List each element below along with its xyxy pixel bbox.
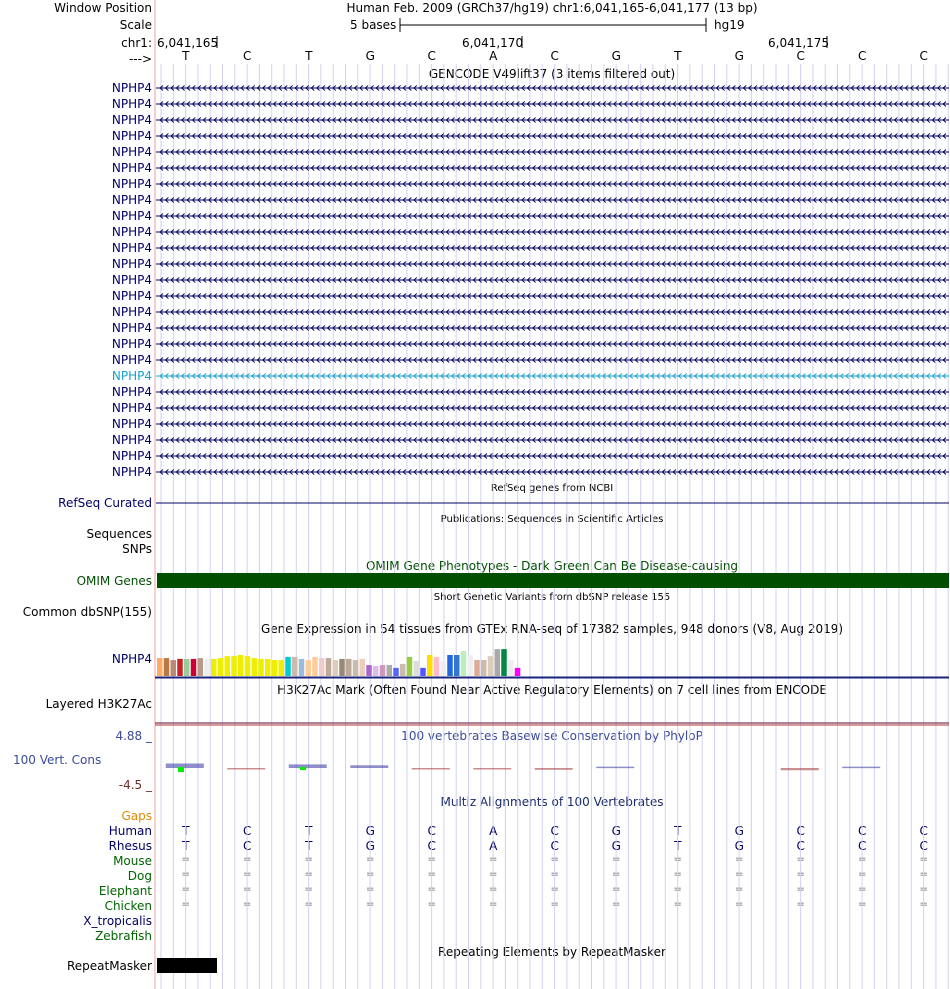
multiz-base: = <box>673 899 682 910</box>
multiz-base: = <box>796 899 805 910</box>
gencode-transcript-line <box>156 214 949 219</box>
multiz-base: C <box>243 839 252 853</box>
transcript-strand-arrows <box>160 326 946 331</box>
conservation-bar <box>535 768 573 770</box>
gtex-tissue-bar <box>245 656 251 676</box>
conservation-highlight <box>300 767 306 770</box>
multiz-base: G <box>734 824 744 838</box>
multiz-base: = <box>673 884 682 895</box>
gtex-tissue-bar <box>258 659 264 676</box>
transcript-strand-arrows <box>160 262 946 267</box>
gencode-transcript-label[interactable]: NPHP4 <box>111 257 152 271</box>
multiz-base: = <box>919 899 928 910</box>
gtex-tissue-bar <box>508 660 514 676</box>
gencode-transcript-line <box>156 294 949 299</box>
ruler-base: C <box>427 49 436 63</box>
gencode-transcript-label[interactable]: NPHP4 <box>111 465 152 479</box>
multiz-base: = <box>304 899 313 910</box>
transcript-strand-arrows <box>160 422 946 427</box>
gencode-transcript-line <box>156 358 949 363</box>
multiz-species-label[interactable]: Mouse <box>113 854 152 868</box>
gtex-tissue-bar <box>387 665 393 676</box>
gtex-tissue-bar <box>312 657 318 676</box>
gtex-tissue-bar <box>265 659 271 676</box>
multiz-base: = <box>735 899 744 910</box>
gtex-tissue-bar <box>211 659 217 676</box>
ruler-coordinate: 6,041,175 <box>768 36 830 50</box>
ruler-base: T <box>305 49 313 63</box>
gtex-tissue-bar <box>292 657 298 676</box>
multiz-base: = <box>858 869 867 880</box>
h3k27ac-track-title: H3K27Ac Mark (Often Found Near Active Regulatory Elements) on 7 cell lines from ENCODE <box>277 683 827 697</box>
ruler-base: G <box>734 49 744 63</box>
multiz-base: = <box>489 884 498 895</box>
multiz-base: = <box>243 854 252 865</box>
gencode-transcript-label[interactable]: NPHP4 <box>111 129 152 143</box>
multiz-base: = <box>858 854 867 865</box>
gtex-tissue-bar <box>333 660 339 676</box>
publications-snps-label[interactable]: SNPs <box>122 542 152 556</box>
gaps-label[interactable]: Gaps <box>121 809 152 823</box>
gtex-tissue-bar <box>427 655 433 676</box>
window-position-text: Human Feb. 2009 (GRCh37/hg19) chr1:6,041,165-6,041,177 (13 bp) <box>346 1 758 15</box>
gencode-transcript-label[interactable]: NPHP4 <box>111 449 152 463</box>
multiz-base: T <box>305 839 313 853</box>
gencode-transcript-line <box>156 182 949 187</box>
multiz-base: A <box>489 839 498 853</box>
gtex-tissue-bar <box>481 660 487 676</box>
ruler-base: T <box>674 49 682 63</box>
conservation-bar <box>473 768 511 770</box>
gencode-transcript-line <box>156 102 949 107</box>
multiz-base: C <box>919 839 928 853</box>
multiz-base: = <box>181 869 190 880</box>
gtex-tissue-bar <box>515 668 521 676</box>
gencode-transcript-line <box>156 198 949 203</box>
gtex-tissue-bar <box>420 668 426 676</box>
transcript-strand-arrows <box>160 150 946 155</box>
ruler-base: C <box>858 49 867 63</box>
multiz-base: = <box>735 854 744 865</box>
gencode-transcript-label[interactable]: NPHP4 <box>111 385 152 399</box>
conservation-bar <box>166 764 204 769</box>
multiz-base: G <box>365 824 375 838</box>
multiz-species-label[interactable]: Elephant <box>98 884 152 898</box>
multiz-species-label[interactable]: Dog <box>127 869 152 883</box>
multiz-base: = <box>243 899 252 910</box>
multiz-base: = <box>858 884 867 895</box>
multiz-base: = <box>919 884 928 895</box>
repeatmasker-track-title: Repeating Elements by RepeatMasker <box>438 945 666 959</box>
gencode-transcript-label[interactable]: NPHP4 <box>111 177 152 191</box>
conservation-bar <box>781 768 819 770</box>
gtex-tissue-bar <box>279 660 285 676</box>
multiz-base: C <box>243 824 252 838</box>
multiz-species-label[interactable]: X_tropicalis <box>83 914 152 928</box>
gtex-tissue-bar <box>400 664 406 676</box>
transcript-strand-arrows <box>160 470 946 475</box>
gencode-transcript-line <box>156 454 949 459</box>
multiz-base: = <box>550 869 559 880</box>
conservation-min-label: -4.5 _ <box>118 778 152 792</box>
gencode-transcript-line <box>156 166 949 171</box>
gtex-tissue-bar <box>306 660 312 676</box>
gencode-transcript-label[interactable]: NPHP4 <box>111 305 152 319</box>
gtex-tissue-bar <box>272 660 278 676</box>
transcript-strand-arrows <box>160 294 946 299</box>
strand-label: ---> <box>128 52 152 66</box>
gencode-transcript-label[interactable]: NPHP4 <box>111 353 152 367</box>
gencode-transcript-line <box>156 118 949 123</box>
gtex-tissue-bar <box>474 660 480 676</box>
h3k27ac-label[interactable]: Layered H3K27Ac <box>45 697 152 711</box>
gtex-track-title: Gene Expression in 54 tissues from GTEx RNA-seq of 17382 samples, 948 donors (V8, Aug 2019) <box>260 622 844 636</box>
gencode-transcript-line <box>156 134 949 139</box>
multiz-base: T <box>674 824 682 838</box>
conservation-bar <box>412 768 450 770</box>
multiz-base: = <box>304 854 313 865</box>
omim-gene-bar <box>157 573 949 588</box>
gtex-tissue-bar <box>380 665 386 676</box>
multiz-base: = <box>673 854 682 865</box>
multiz-base: = <box>304 884 313 895</box>
ruler-base: C <box>919 49 928 63</box>
omim-track-title: OMIM Gene Phenotypes - Dark Green Can Be Disease-causing <box>365 559 739 573</box>
gencode-transcript-line <box>156 230 949 235</box>
ruler-base: A <box>489 49 498 63</box>
gtex-tissue-bar <box>184 659 190 676</box>
ruler-base: G <box>611 49 621 63</box>
gtex-tissue-bar <box>346 659 352 676</box>
refseq-track-title: RefSeq genes from NCBI <box>490 483 614 494</box>
multiz-base: = <box>243 869 252 880</box>
ruler-base: C <box>550 49 559 63</box>
multiz-base: = <box>427 854 436 865</box>
ruler-base: C <box>796 49 805 63</box>
transcript-strand-arrows <box>160 102 946 107</box>
conservation-bar <box>596 767 634 769</box>
gtex-tissue-bar <box>319 658 325 676</box>
gencode-transcript-line <box>156 470 949 475</box>
multiz-base: G <box>365 839 375 853</box>
multiz-base: C <box>550 824 559 838</box>
gtex-tissue-bar <box>441 661 447 676</box>
gencode-transcript-label[interactable]: NPHP4 <box>111 209 152 223</box>
transcript-strand-arrows <box>160 310 946 315</box>
gtex-tissue-bar <box>353 660 359 676</box>
multiz-base: C <box>858 824 867 838</box>
transcript-strand-arrows <box>160 342 946 347</box>
multiz-base: T <box>182 839 190 853</box>
multiz-base: C <box>796 839 805 853</box>
gtex-tissue-bar <box>495 649 501 676</box>
gencode-transcript-line <box>156 278 949 283</box>
transcript-strand-arrows <box>160 278 946 283</box>
gencode-transcript-line <box>156 390 949 395</box>
multiz-base: = <box>304 869 313 880</box>
ruler-coordinate: 6,041,170 <box>462 36 524 50</box>
multiz-base: = <box>735 869 744 880</box>
gencode-transcript-line <box>156 406 949 411</box>
multiz-base: = <box>427 869 436 880</box>
multiz-base: G <box>611 824 621 838</box>
dbsnp-label[interactable]: Common dbSNP(155) <box>22 605 152 619</box>
gencode-transcript-label[interactable]: NPHP4 <box>111 225 152 239</box>
gencode-transcript-line <box>156 246 949 251</box>
gencode-transcript-line <box>156 262 949 267</box>
transcript-strand-arrows <box>160 246 946 251</box>
gtex-tissue-bar <box>218 658 224 676</box>
scale-bar-label: 5 bases <box>350 18 397 32</box>
gencode-transcript-label[interactable]: NPHP4 <box>111 401 152 415</box>
gtex-tissue-bar <box>393 668 399 676</box>
refseq-curated-label[interactable]: RefSeq Curated <box>58 496 152 510</box>
gencode-transcript-line <box>156 150 949 155</box>
multiz-base: G <box>734 839 744 853</box>
multiz-base: = <box>735 884 744 895</box>
transcript-strand-arrows <box>160 198 946 203</box>
gtex-tissue-bar <box>461 651 467 676</box>
transcript-strand-arrows <box>160 406 946 411</box>
gtex-tissue-bar <box>204 659 210 676</box>
multiz-base: = <box>919 869 928 880</box>
gencode-transcript-label[interactable]: NPHP4 <box>111 241 152 255</box>
assembly-label: hg19 <box>714 18 745 32</box>
gtex-tissue-bar <box>407 657 413 676</box>
multiz-species-label[interactable]: Rhesus <box>108 839 152 853</box>
gencode-transcript-label[interactable]: NPHP4 <box>111 113 152 127</box>
gencode-transcript-label[interactable]: NPHP4 <box>111 417 152 431</box>
transcript-strand-arrows <box>160 182 946 187</box>
multiz-base: = <box>243 884 252 895</box>
multiz-base: C <box>550 839 559 853</box>
ruler-coordinate: 6,041,165 <box>157 36 219 50</box>
gencode-transcript-line <box>156 374 949 379</box>
gencode-transcript-line <box>156 326 949 331</box>
gtex-tissue-bar <box>164 658 170 676</box>
gtex-tissue-bar <box>326 658 332 676</box>
gtex-tissue-bar <box>501 649 507 676</box>
multiz-base: C <box>858 839 867 853</box>
gtex-tissue-bar <box>231 656 237 676</box>
gtex-tissue-bar <box>191 659 197 676</box>
ruler-base: G <box>365 49 375 63</box>
transcript-strand-arrows <box>160 374 946 379</box>
gtex-tissue-bar <box>373 666 379 676</box>
gencode-transcript-label[interactable]: NPHP4 <box>111 321 152 335</box>
gtex-tissue-bar <box>447 655 453 676</box>
gencode-transcript-label[interactable]: NPHP4 <box>111 273 152 287</box>
multiz-base: = <box>489 869 498 880</box>
multiz-species-label[interactable]: Zebrafish <box>95 929 152 943</box>
conservation-bar <box>227 768 265 770</box>
publications-sequences-label[interactable]: Sequences <box>86 527 152 541</box>
gtex-tissue-bar <box>366 665 372 676</box>
gtex-tissue-bar <box>177 659 183 676</box>
conservation-label[interactable]: 100 Vert. Cons <box>13 753 102 767</box>
multiz-base: = <box>612 854 621 865</box>
multiz-base: = <box>612 899 621 910</box>
gencode-transcript-label[interactable]: NPHP4 <box>111 369 152 383</box>
gtex-tissue-bar <box>252 658 258 676</box>
transcript-strand-arrows <box>160 118 946 123</box>
gtex-tissue-bar <box>414 661 420 676</box>
conservation-highlight <box>178 767 184 772</box>
conservation-max-label: 4.88 _ <box>115 729 152 743</box>
multiz-base: = <box>612 884 621 895</box>
multiz-base: = <box>181 854 190 865</box>
multiz-base: = <box>673 869 682 880</box>
multiz-base: T <box>305 824 313 838</box>
multiz-species-label[interactable]: Chicken <box>104 899 152 913</box>
gtex-tissue-bar <box>171 660 177 676</box>
multiz-base: = <box>366 854 375 865</box>
gtex-tissue-bar <box>285 657 291 676</box>
multiz-base: = <box>796 884 805 895</box>
gencode-transcript-label[interactable]: NPHP4 <box>111 337 152 351</box>
multiz-base: = <box>489 854 498 865</box>
gtex-tissue-bar <box>339 659 345 676</box>
multiz-base: = <box>919 854 928 865</box>
multiz-base: T <box>182 824 190 838</box>
multiz-base: = <box>427 884 436 895</box>
repeatmasker-element <box>157 958 217 973</box>
transcript-strand-arrows <box>160 230 946 235</box>
gtex-tissue-bar <box>157 658 163 676</box>
conservation-track-title: 100 vertebrates Basewise Conservation by PhyloP <box>401 729 703 743</box>
multiz-base: C <box>427 839 436 853</box>
multiz-base: = <box>858 899 867 910</box>
gencode-track-title: GENCODE V49lift37 (3 items filtered out) <box>428 67 676 81</box>
gtex-tissue-bar <box>225 656 231 676</box>
window-position-label: Window Position <box>54 1 152 15</box>
omim-genes-label[interactable]: OMIM Genes <box>76 574 152 588</box>
multiz-base: = <box>796 854 805 865</box>
multiz-base: = <box>427 899 436 910</box>
transcript-strand-arrows <box>160 454 946 459</box>
gtex-tissue-bar <box>454 655 460 676</box>
gencode-transcript-label[interactable]: NPHP4 <box>111 193 152 207</box>
gtex-tissue-bar <box>360 659 366 676</box>
multiz-base: = <box>366 869 375 880</box>
gtex-gene-label[interactable]: NPHP4 <box>111 652 152 666</box>
repeatmasker-label[interactable]: RepeatMasker <box>66 959 152 973</box>
multiz-base: C <box>919 824 928 838</box>
multiz-base: = <box>796 869 805 880</box>
gencode-transcript-label[interactable]: NPHP4 <box>111 289 152 303</box>
transcript-strand-arrows <box>160 214 946 219</box>
gencode-transcript-line <box>156 342 949 347</box>
gtex-tissue-bar <box>434 657 440 676</box>
multiz-base: C <box>427 824 436 838</box>
gtex-tissue-bar <box>238 655 244 676</box>
transcript-strand-arrows <box>160 390 946 395</box>
conservation-bar <box>842 767 880 769</box>
publications-track-title: Publications: Sequences in Scientific Articles <box>440 514 664 525</box>
gencode-transcript-label[interactable]: NPHP4 <box>111 145 152 159</box>
gencode-transcript-label[interactable]: NPHP4 <box>111 97 152 111</box>
gencode-transcript-line <box>156 86 949 91</box>
multiz-base: G <box>611 839 621 853</box>
multiz-base: = <box>366 884 375 895</box>
multiz-base: T <box>674 839 682 853</box>
conservation-bar <box>350 765 388 768</box>
gtex-tissue-bar <box>488 656 494 676</box>
gencode-transcript-line <box>156 310 949 315</box>
gtex-tissue-bar <box>468 655 474 676</box>
conservation-bar <box>289 764 327 768</box>
multiz-base: = <box>550 899 559 910</box>
transcript-strand-arrows <box>160 438 946 443</box>
multiz-base: = <box>550 884 559 895</box>
dbsnp-track-title: Short Genetic Variants from dbSNP release 155 <box>433 592 671 603</box>
transcript-strand-arrows <box>160 86 946 91</box>
multiz-base: = <box>550 854 559 865</box>
gencode-transcript-line <box>156 438 949 443</box>
chrom-label: chr1: <box>121 36 152 50</box>
transcript-strand-arrows <box>160 134 946 139</box>
gtex-tissue-bar <box>198 658 204 676</box>
transcript-strand-arrows <box>160 166 946 171</box>
ruler-base: C <box>243 49 252 63</box>
multiz-base: C <box>796 824 805 838</box>
multiz-base: = <box>366 899 375 910</box>
multiz-species-label[interactable]: Human <box>108 824 152 838</box>
gencode-transcript-label[interactable]: NPHP4 <box>111 81 152 95</box>
multiz-base: = <box>181 899 190 910</box>
gencode-transcript-label[interactable]: NPHP4 <box>111 433 152 447</box>
multiz-track-title: Multiz Alignments of 100 Vertebrates <box>440 795 664 809</box>
gencode-transcript-line <box>156 422 949 427</box>
multiz-base: = <box>612 869 621 880</box>
multiz-base: A <box>489 824 498 838</box>
transcript-strand-arrows <box>160 358 946 363</box>
scale-label: Scale <box>119 18 152 32</box>
gencode-transcript-label[interactable]: NPHP4 <box>111 161 152 175</box>
gtex-tissue-bar <box>299 659 305 676</box>
multiz-base: = <box>181 884 190 895</box>
ruler-base: T <box>182 49 190 63</box>
multiz-base: = <box>489 899 498 910</box>
